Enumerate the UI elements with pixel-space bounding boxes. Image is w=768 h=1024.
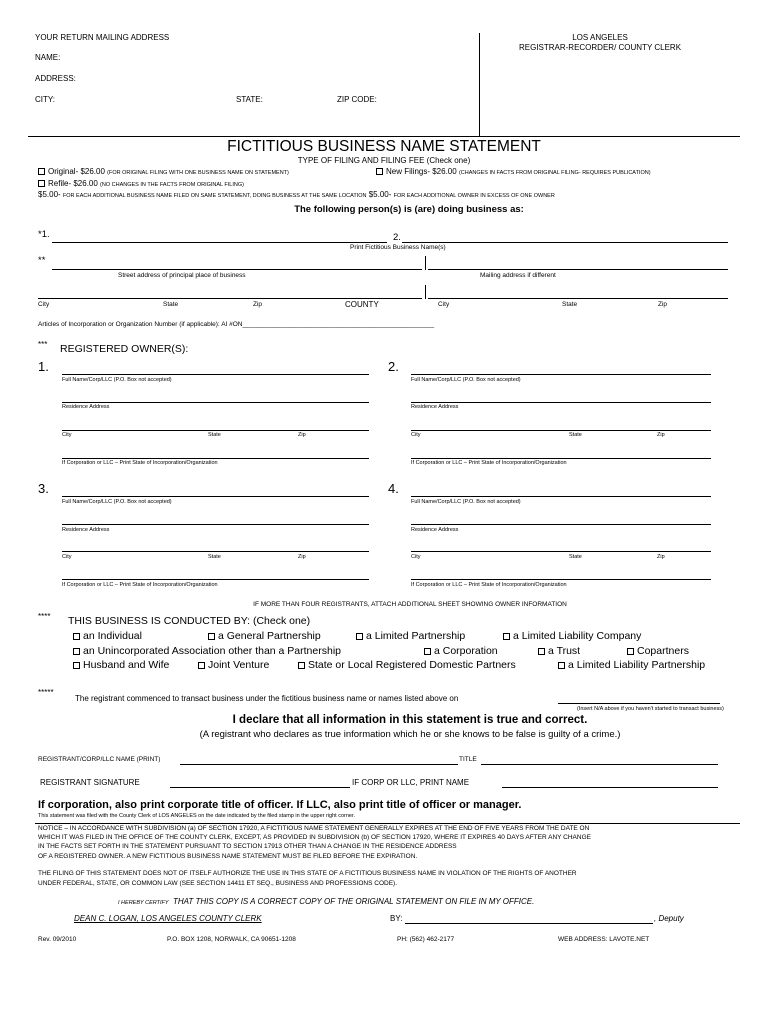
joint-venture-label: Joint Venture	[208, 659, 270, 671]
owner-3-residence-caption: Residence Address	[62, 527, 110, 533]
owner-4-corp-state-field[interactable]	[411, 579, 711, 580]
street-address-field[interactable]	[52, 269, 422, 270]
owner-1-corp-state-caption: If Corporation or LLC – Print State of Incorporation/Organization	[62, 460, 218, 466]
general-partnership-checkbox[interactable]	[208, 633, 215, 640]
owner-1-corp-state-field[interactable]	[62, 458, 369, 459]
owner-4-zip-caption: Zip	[657, 554, 665, 560]
owner-number-2: 2.	[388, 359, 399, 374]
llc-label: a Limited Liability Company	[513, 630, 642, 642]
owner-1-city-caption: City	[62, 432, 72, 438]
owner-2-name-field[interactable]	[411, 374, 711, 375]
print-name-label: REGISTRANT/CORP/LLC NAME (PRINT)	[38, 756, 161, 763]
copartners-checkbox[interactable]	[627, 648, 634, 655]
trust-checkbox[interactable]	[538, 648, 545, 655]
owner-2-zip-caption: Zip	[657, 432, 665, 438]
page-title: FICTITIOUS BUSINESS NAME STATEMENT	[227, 138, 541, 155]
deputy-label: , Deputy	[654, 914, 684, 923]
owner-1-zip-caption: Zip	[298, 432, 306, 438]
state-label: STATE:	[236, 95, 263, 104]
owner-3-name-field[interactable]	[62, 496, 369, 497]
llp-label: a Limited Liability Partnership	[568, 659, 706, 671]
owner-number-4: 4.	[388, 481, 399, 496]
phone: PH: (562) 462-2177	[397, 936, 455, 943]
articles-label: Articles of Incorporation or Organization Number (if applicable):	[38, 321, 220, 328]
additional-fee-1: $5.00-	[38, 190, 61, 199]
owner-2-residence-caption: Residence Address	[411, 404, 459, 410]
business-zip-caption: Zip	[253, 301, 263, 308]
llc-checkbox[interactable]	[503, 633, 510, 640]
owner-2-residence-field[interactable]	[411, 402, 711, 403]
individual-label: an Individual	[83, 630, 142, 642]
owner-4-corp-state-caption: If Corporation or LLC – Print State of Incorporation/Organization	[411, 582, 567, 588]
business-city-state-zip-field[interactable]	[38, 298, 422, 299]
owner-3-name-caption: Full Name/Corp/LLC (P.O. Box not accepted)	[62, 499, 172, 505]
conducted-marker: ****	[38, 612, 51, 621]
mailing-state-caption: State	[562, 301, 578, 308]
owner-4-residence-caption: Residence Address	[411, 527, 459, 533]
notice-line-6: UNDER FEDERAL, STATE, OR COMMON LAW (SEE SECTION 14411 ET SEQ., BUSINESS AND PROFESSIONS CODE).	[38, 880, 398, 887]
business-state-caption: State	[163, 301, 179, 308]
title-field[interactable]	[481, 764, 718, 765]
more-registrants-note: IF MORE THAN FOUR REGISTRANTS, ATTACH ADDITIONAL SHEET SHOWING OWNER INFORMATION	[253, 601, 567, 608]
business-name-marker-1: *1.	[38, 229, 50, 240]
deputy-field[interactable]	[405, 923, 653, 924]
mailing-zip-caption: Zip	[658, 301, 668, 308]
owner-3-residence-field[interactable]	[62, 524, 369, 525]
mailing-caption: Mailing address if different	[480, 272, 556, 279]
certify-lead: I HEREBY CERTIFY	[118, 900, 169, 906]
owner-4-city-caption: City	[411, 554, 421, 560]
corporation-label: a Corporation	[434, 645, 498, 657]
owner-4-state-caption: State	[569, 554, 582, 560]
copartners-label: Copartners	[637, 645, 689, 657]
notice-line-1: NOTICE – IN ACCORDANCE WITH SUBDIVISION (a) OF SECTION 17920, A FICTITIOUS NAME STATEMENT GENERALLY EXPIRES AT THE END OF FIVE YEARS FROM THE DATE ON	[38, 825, 590, 832]
header-divider	[479, 33, 480, 137]
name-label: NAME:	[35, 53, 61, 62]
owner-1-name-field[interactable]	[62, 374, 369, 375]
mailing-address-field[interactable]	[428, 269, 728, 270]
mailing-city-caption: City	[438, 301, 450, 308]
husband-wife-label: Husband and Wife	[83, 659, 170, 671]
notice-line-5: THE FILING OF THIS STATEMENT DOES NOT OF ITSELF AUTHORIZE THE USE IN THIS STATE OF A FICTITIOUS BUSINESS NAME IN VIOLATION OF THE RIGHTS OF ANOTHER	[38, 870, 577, 877]
limited-partnership-label: a Limited Partnership	[366, 630, 466, 642]
owners-marker: ***	[38, 340, 48, 349]
new-filing-label: New Filings- $26.00	[386, 167, 457, 176]
commenced-marker: *****	[38, 688, 54, 697]
header-rule	[28, 136, 740, 137]
title-label: TITLE	[459, 756, 477, 763]
owner-2-city-field[interactable]	[411, 430, 711, 431]
owner-1-name-caption: Full Name/Corp/LLC (P.O. Box not accepted)	[62, 377, 172, 383]
signature-field[interactable]	[170, 787, 350, 788]
limited-partnership-checkbox[interactable]	[356, 633, 363, 640]
corp-officer-note: If corporation, also print corporate title of officer. If LLC, also print title of officer or manager.	[38, 799, 522, 811]
owner-4-name-caption: Full Name/Corp/LLC (P.O. Box not accepted)	[411, 499, 521, 505]
address-marker: **	[38, 255, 46, 266]
owner-1-state-caption: State	[208, 432, 221, 438]
notice-line-3: IN THE FACTS SET FORTH IN THE STATEMENT PURSUANT TO SECTION 17913 OTHER THAN A CHANGE IN THE RESIDENCE ADDRESS	[38, 843, 457, 850]
if-corp-name-field[interactable]	[502, 787, 718, 788]
unincorporated-label: an Unincorporated Association other than a Partnership	[83, 645, 341, 657]
new-filing-checkbox[interactable]	[376, 168, 383, 175]
business-name-marker-2: 2.	[393, 232, 401, 243]
owner-1-residence-caption: Residence Address	[62, 404, 110, 410]
owner-2-corp-state-caption: If Corporation or LLC – Print State of Incorporation/Organization	[411, 460, 567, 466]
filed-note: This statement was filed with the County Clerk of LOS ANGELES on the date indicated by the filed stamp in the upper right corner.	[38, 813, 356, 819]
original-checkbox[interactable]	[38, 168, 45, 175]
corporation-checkbox[interactable]	[424, 648, 431, 655]
owner-3-corp-state-caption: If Corporation or LLC – Print State of Incorporation/Organization	[62, 582, 218, 588]
owner-1-city-field[interactable]	[62, 430, 369, 431]
original-note: (FOR ORIGINAL FILING WITH ONE BUSINESS NAME ON STATEMENT)	[107, 170, 289, 176]
general-partnership-label: a General Partnership	[218, 630, 321, 642]
owner-4-name-field[interactable]	[411, 496, 711, 497]
return-address-label: YOUR RETURN MAILING ADDRESS	[35, 33, 170, 42]
signature-label: REGISTRANT SIGNATURE	[40, 778, 140, 787]
additional-note-1: FOR EACH ADDITIONAL BUSINESS NAME FILED ON SAME STATEMENT, DOING BUSINESS AT THE SAME LOCATION	[62, 193, 367, 199]
individual-checkbox[interactable]	[73, 633, 80, 640]
po-box: P.O. BOX 1208, NORWALK, CA 90651-1208	[167, 936, 296, 943]
address-label: ADDRESS:	[35, 74, 76, 83]
husband-wife-checkbox[interactable]	[73, 662, 80, 669]
certify-text: THAT THIS COPY IS A CORRECT COPY OF THE ORIGINAL STATEMENT ON FILE IN MY OFFICE.	[172, 897, 535, 906]
web-address: WEB ADDRESS: LAVOTE.NET	[558, 936, 650, 943]
declaration-sub: (A registrant who declares as true information which he or she knows to be false is guilty of a crime.)	[199, 729, 621, 740]
business-city-caption: City	[38, 301, 50, 308]
owner-3-corp-state-field[interactable]	[62, 579, 369, 580]
revision: Rev. 09/2010	[38, 936, 77, 943]
trust-label: a Trust	[548, 645, 581, 657]
owner-2-state-caption: State	[569, 432, 582, 438]
owner-4-city-field[interactable]	[411, 551, 711, 552]
filing-heading: TYPE OF FILING AND FILING FEE (Check one)	[297, 156, 471, 165]
commenced-note: (Insert N/A above if you haven't started to transact business)	[577, 706, 724, 712]
agency-name: LOS ANGELES	[572, 33, 628, 42]
domestic-partners-checkbox[interactable]	[298, 662, 305, 669]
owners-heading: REGISTERED OWNER(S):	[60, 343, 189, 355]
new-filing-note: (CHANGES IN FACTS FROM ORIGINAL FILING- REQUIRES PUBLICATION)	[458, 170, 651, 176]
business-name-1-field[interactable]	[52, 242, 387, 243]
owner-3-city-field[interactable]	[62, 551, 369, 552]
county-caption: COUNTY	[345, 300, 379, 309]
owner-2-city-caption: City	[411, 432, 421, 438]
city-label: CITY:	[35, 95, 56, 104]
owner-2-corp-state-field[interactable]	[411, 458, 711, 459]
commenced-date-field[interactable]	[558, 703, 720, 704]
street-caption: Street address of principal place of business	[118, 272, 246, 279]
owner-3-state-caption: State	[208, 554, 221, 560]
refile-checkbox[interactable]	[38, 180, 45, 187]
owner-4-residence-field[interactable]	[411, 524, 711, 525]
if-corp-label: IF CORP OR LLC, PRINT NAME	[352, 778, 470, 787]
business-name-2-field[interactable]	[402, 242, 728, 243]
by-label: BY:	[390, 914, 403, 923]
print-name-field[interactable]	[180, 764, 458, 765]
refile-note: (NO CHANGES IN THE FACTS FROM ORIGINAL FILING)	[100, 182, 244, 188]
llp-checkbox[interactable]	[558, 662, 565, 669]
county-clerk: DEAN C. LOGAN, LOS ANGELES COUNTY CLERK	[74, 914, 262, 923]
zip-label: ZIP CODE:	[337, 95, 377, 104]
print-names-caption: Print Fictitious Business Name(s)	[350, 244, 446, 251]
agency-office: REGISTRAR-RECORDER/ COUNTY CLERK	[518, 43, 682, 52]
owner-number-3: 3.	[38, 481, 49, 496]
conducted-heading: THIS BUSINESS IS CONDUCTED BY: (Check one)	[68, 615, 311, 627]
additional-fee-2: $5.00-	[368, 190, 392, 199]
owner-1-residence-field[interactable]	[62, 402, 369, 403]
commenced-text: The registrant commenced to transact business under the fictitious business name or names listed above on	[75, 694, 459, 703]
unincorporated-checkbox[interactable]	[73, 648, 80, 655]
doing-business-heading: The following person(s) is (are) doing business as:	[294, 204, 524, 215]
owner-3-zip-caption: Zip	[298, 554, 306, 560]
articles-number-field[interactable]: AI #ON_____________________________________________________	[221, 321, 435, 328]
owner-number-1: 1.	[38, 359, 49, 374]
refile-label: Refile- $26.00	[48, 179, 98, 188]
declaration-heading: I declare that all information in this statement is true and correct.	[232, 714, 588, 726]
joint-venture-checkbox[interactable]	[198, 662, 205, 669]
owner-3-city-caption: City	[62, 554, 72, 560]
domestic-partners-label: State or Local Registered Domestic Partners	[308, 659, 516, 671]
notice-line-2: WHICH IT WAS FILED IN THE OFFICE OF THE COUNTY CLERK, EXCEPT, AS PROVIDED IN SUBDIVISION (b) OF SECTION 17920, WHERE IT EXPIRES 40 DAYS AFTER ANY CHANGE	[38, 834, 591, 841]
notice-line-4: OF A REGISTERED OWNER. A NEW FICTITIOUS BUSINESS NAME STATEMENT MUST BE FILED BEFORE THE EXPIRATION.	[38, 853, 418, 860]
owner-2-name-caption: Full Name/Corp/LLC (P.O. Box not accepted)	[411, 377, 521, 383]
mailing-city-state-zip-field[interactable]	[428, 298, 728, 299]
additional-note-2: FOR EACH ADDITIONAL OWNER IN EXCESS OF ONE OWNER	[393, 193, 555, 199]
original-label: Original- $26.00	[48, 167, 105, 176]
